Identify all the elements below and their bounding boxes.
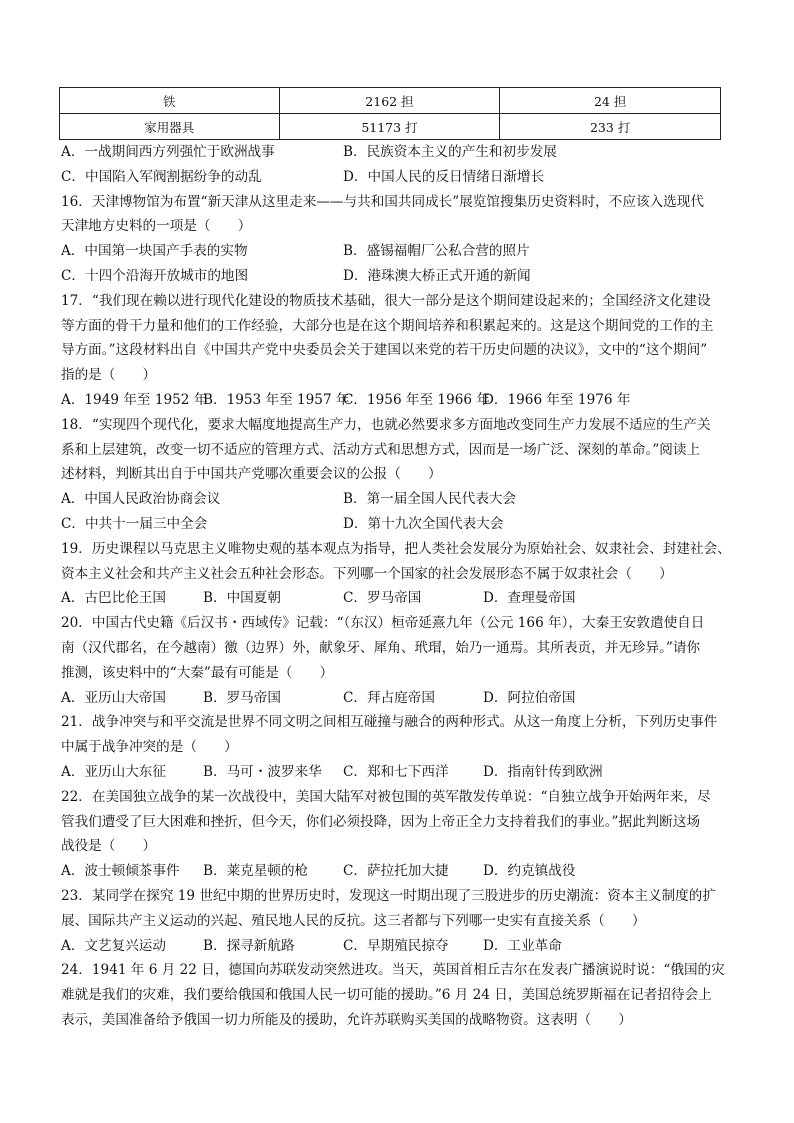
q21-stem: 21．战争冲突与和平交流是世界不同文明之间相互碰撞与融合的两种形式。从这一角度上分析，下列历史事件 (61, 714, 718, 731)
q20-stem: 推测，该史料中的“大秦”最有可能是（ ） (61, 664, 334, 681)
q20-option-b: B．罗马帝国 (203, 689, 281, 706)
q17-option-d: D．1966 年至 1976 年 (483, 391, 631, 408)
q17-option-c: C．1956 年至 1966 年 (343, 391, 490, 408)
q15-option-a: A．一战期间西方列强忙于欧洲战事 (61, 144, 275, 160)
table-cell: 24 担 (500, 88, 721, 114)
q21-option-c: C．郑和七下西洋 (343, 763, 449, 780)
q15-option-b: B．民族资本主义的产生和初步发展 (343, 144, 557, 160)
q20-option-a: A．亚历山大帝国 (61, 689, 166, 706)
q16-option-d: D．港珠澳大桥正式开通的新闻 (343, 267, 531, 284)
q15-options-row-1 (61, 140, 733, 165)
q24-stem: 表示，美国准备给予俄国一切力所能及的援助，允许苏联购买美国的战略物资。这表明（ ） (61, 1011, 632, 1028)
q15-options-row-2 (61, 165, 733, 190)
q19-option-c: C．罗马帝国 (343, 590, 422, 607)
q22-option-d: D．约克镇战役 (483, 863, 576, 880)
q23-option-c: C．早期殖民掠夺 (343, 937, 449, 954)
q22-option-c: C．萨拉托加大捷 (343, 863, 449, 880)
q23-stem: 23．某同学在探究 19 世纪中期的世界历史时，发现这一时期出现了三股进步的历史潮流：资本主义制度的扩 (61, 887, 716, 904)
q19-stem: 19．历史课程以马克思主义唯物史观的基本观点为指导，把人类社会发展分为原始社会、奴隶社会、封建社会、 (61, 540, 731, 557)
q17-stem: 等方面的骨干力量和他们的工作经验，大部分也是在这个期间培养和积累起来的。这是这个期间党的工作的主 (61, 317, 714, 334)
q18-option-c: C．中共十一届三中全会 (61, 515, 208, 532)
q18-options-row-2 (61, 512, 733, 537)
table-cell: 233 打 (500, 114, 721, 140)
q21-option-d: D．指南针传到欧洲 (483, 763, 603, 780)
q18-stem: 述材料，判断其出自于中国共产党哪次重要会议的公报（ ） (61, 466, 442, 483)
q16-stem: 16．天津博物馆为布置“新天津从这里走来——与共和国共同成长”展览馆搜集历史资料时，不应该入选现代 (61, 193, 704, 210)
q16-options-row-2 (61, 264, 733, 289)
q21-option-b: B．马可・波罗来华 (203, 763, 322, 780)
q19-options (61, 586, 733, 611)
q22-option-b: B．莱克星顿的枪 (203, 863, 309, 880)
q22-stem: 管我们遭受了巨大困难和挫折，但今天，你们必须投降，因为上帝正全力支持着我们的事业。”据此判断这场 (61, 813, 701, 830)
q17-stem: 导方面。”这段材料出自《中国共产党中央委员会关于建国以来党的若干历史问题的决议》，文中的“这个期间” (61, 342, 708, 359)
q19-option-d: D．查理曼帝国 (483, 590, 576, 607)
q16-option-b: B．盛锡福帽厂公私合营的照片 (343, 243, 530, 260)
q16-stem: 天津地方史料的一项是（ ） (61, 218, 252, 235)
data-table (59, 87, 721, 140)
q20-options (61, 686, 733, 711)
q19-stem: 资本主义社会和共产主义社会五种社会形态。下列哪一个国家的社会发展形态不属于奴隶社会（ ） (61, 565, 673, 582)
table-cell: 51173 打 (279, 114, 500, 140)
q15-option-c: C．中国陷入军阀割据纷争的动乱 (61, 168, 262, 185)
q18-stem: 系和上层建筑，改变一切不适应的管理方式、活动方式和思想方式，因而是一场广泛、深刻的革命。”阅读上 (61, 441, 701, 458)
q16-option-a: A．中国第一块国产手表的实物 (61, 243, 248, 260)
q20-stem: 南（汉代郡名，在今越南）徼（边界）外，献象牙、犀角、玳瑁，始乃一通焉。其所表贡，并无珍异。”请你 (61, 639, 701, 656)
q22-option-a: A．波士顿倾茶事件 (61, 863, 180, 880)
table-cell: 2162 担 (279, 88, 500, 114)
q17-option-a: A．1949 年至 1952 年 (61, 391, 208, 408)
q16-option-c: C．十四个沿海开放城市的地图 (61, 267, 249, 284)
q21-stem: 中属于战争冲突的是（ ） (61, 739, 238, 756)
q24-stem: 24．1941 年 6 月 22 日，德国向苏联发动突然进攻。当天，英国首相丘吉尔在发表广播演说时说：“俄国的灾 (61, 962, 725, 979)
q18-option-a: A．中国人民政治协商会议 (61, 491, 221, 508)
questions (61, 140, 733, 1033)
q17-stem: 指的是（ ） (61, 367, 157, 384)
table-cell: 家用器具 (60, 114, 280, 140)
table-row (60, 88, 721, 114)
q17-stem: 17．“我们现在赖以进行现代化建设的物质技术基础，很大一部分是这个期间建设起来的；全国经济文化建设 (61, 292, 711, 309)
q17-option-b: B．1953 年至 1957 年 (203, 391, 350, 408)
q16-options-row-1 (61, 239, 733, 264)
q15-option-d: D．中国人民的反日情绪日渐增长 (343, 168, 545, 185)
q19-option-b: B．中国夏朝 (203, 590, 281, 607)
q23-options (61, 934, 733, 959)
table-cell: 铁 (60, 88, 280, 114)
q22-stem: 战役是（ ） (61, 838, 157, 855)
q21-options (61, 760, 733, 785)
q18-option-b: B．第一届全国人民代表大会 (343, 491, 517, 508)
q24-stem: 难就是我们的灾难，我们要给俄国和俄国人民一切可能的援助。”6 月 24 日，美国总统罗斯福在记者招待会上 (61, 987, 712, 1004)
q20-option-c: C．拜占庭帝国 (343, 689, 435, 706)
q21-option-a: A．亚历山大东征 (61, 763, 166, 780)
table-row (60, 114, 721, 140)
q17-options (61, 388, 733, 413)
q23-option-d: D．工业革命 (483, 937, 562, 954)
q20-option-d: D．阿拉伯帝国 (483, 689, 576, 706)
q23-stem: 展、国际共产主义运动的兴起、殖民地人民的反抗。这三者都与下列哪一史实有直接关系（ ） (61, 912, 646, 929)
q22-stem: 22．在美国独立战争的某一次战役中，美国大陆军对被包围的英军散发传单说：“自独立战争开始两年来，尽 (61, 788, 711, 805)
q18-stem: 18．“实现四个现代化，要求大幅度地提高生产力，也就必然要求多方面地改变同生产力发展不适应的生产关 (61, 416, 711, 433)
q20-stem: 20．中国古代史籍《后汉书・西域传》记载：“（东汉）桓帝延熹九年（公元 166 年），大秦王安敦遣使自日 (61, 615, 705, 632)
q22-options (61, 859, 733, 884)
q18-option-d: D．第十九次全国代表大会 (343, 515, 504, 532)
q23-option-a: A．文艺复兴运动 (61, 937, 166, 954)
q19-option-a: A．古巴比伦王国 (61, 590, 166, 607)
q18-options-row-1 (61, 487, 733, 512)
q23-option-b: B．探寻新航路 (203, 937, 295, 954)
